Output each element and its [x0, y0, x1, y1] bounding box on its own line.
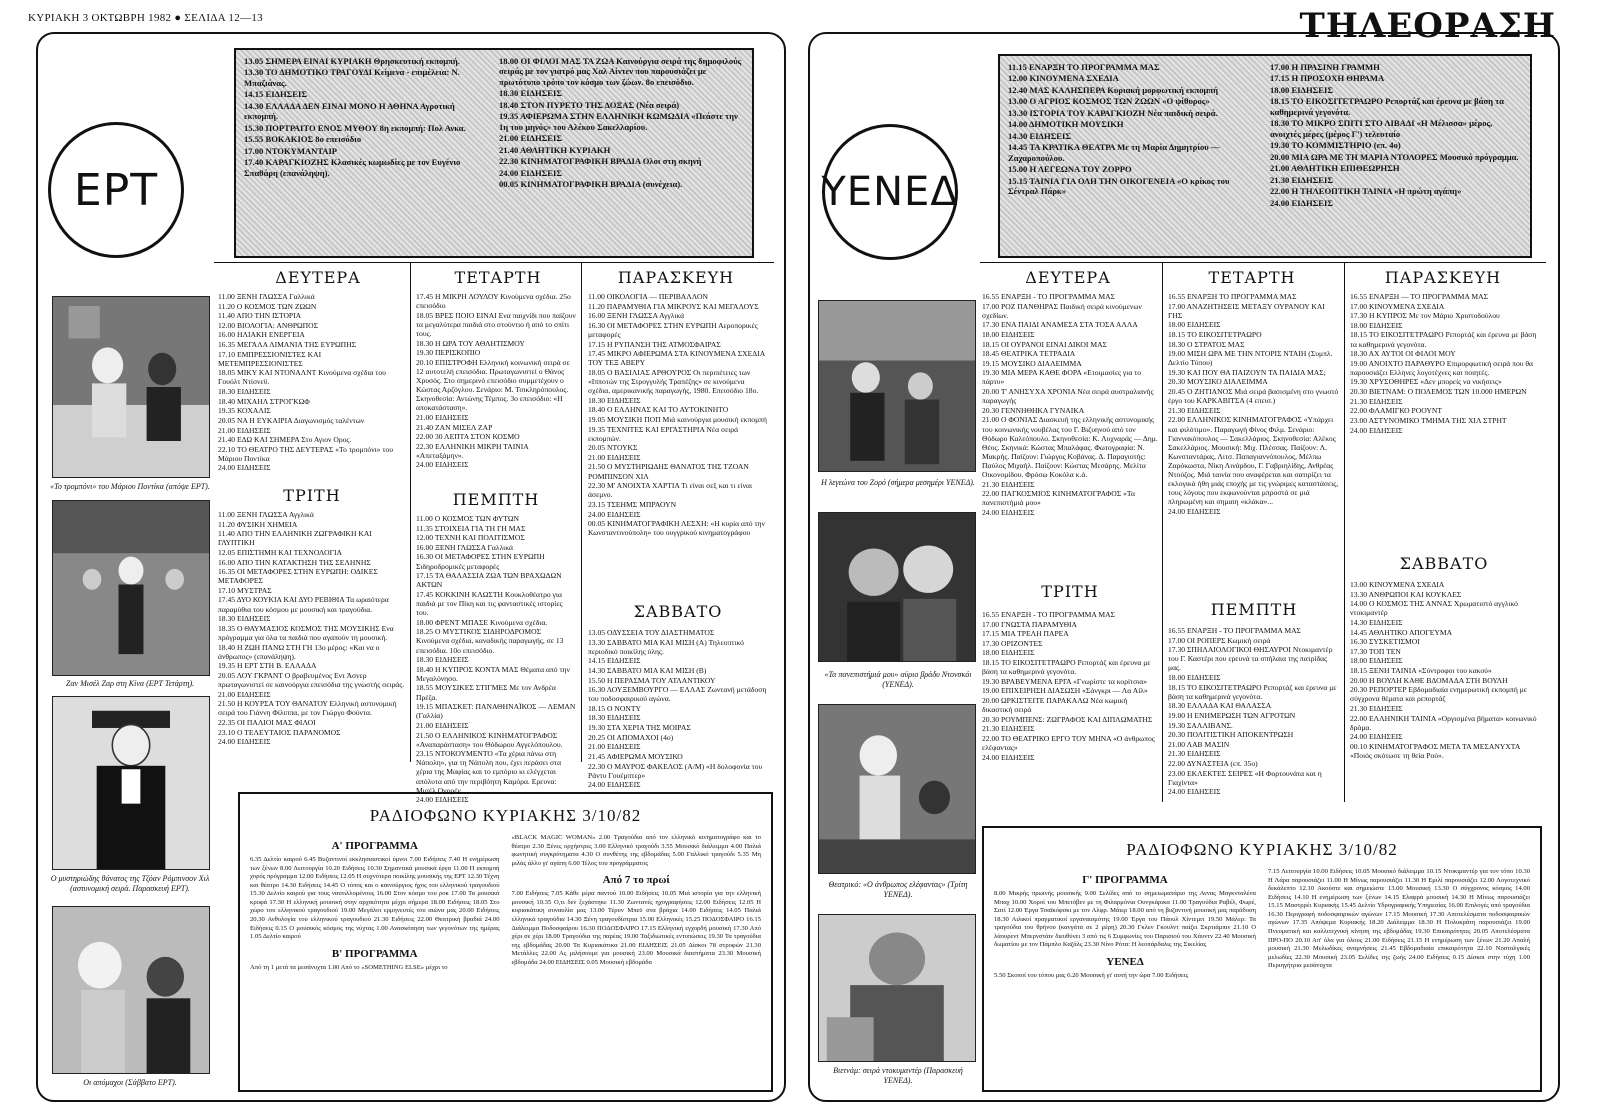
programme-item: 18.30 ΕΙΔΗΣΕΙΣ: [588, 395, 641, 405]
programme-item: 11.00 ΟΙΚΟΛΟΓΙΑ — ΠΕΡΙΒΑΛΛΟΝ: [588, 292, 708, 301]
programme-item: 00.10 ΚΙΝΗΜΑΤΟΓΡΑΦΟΣ ΜΕΤΑ ΤΑ ΜΕΣΑΝΥΧΤΑ «Ποιός σκότωσε τη θεία Ρού».: [1350, 741, 1520, 760]
programme-item: 17.45 Η ΜΙΚΡΗ ΛΟΥΛΟΥ Κινούμενα σχέδια. 25ο επεισόδιο: [416, 292, 571, 311]
programme-item: 11.15 ΕΝΑΡΞΗ ΤΟ ΠΡΟΓΡΑΜΜΑ ΜΑΣ: [1008, 62, 1160, 72]
ert-sunday-col-b: [499, 56, 744, 191]
programme-item: 18.00 ΕΙΔΗΣΕΙΣ: [1270, 84, 1333, 95]
programme-item: 16.00 ΑΠΟ ΤΗΝ ΚΑΤΑΚΤΗΣΗ ΤΗΣ ΣΕΛΗΝΗΣ: [218, 557, 371, 567]
yened-caption-4: Βιετνάμ: σειρά ντοκυμαντέρ (Παρασκευή ΥΕΝΕΔ).: [833, 1066, 963, 1085]
programme-item: 14.30 ΕΙΔΗΣΕΙΣ: [1008, 130, 1071, 141]
programme-item: 18.00 ΕΙΔΗΣΕΙΣ: [1350, 656, 1403, 666]
ert-friday-list: [588, 292, 768, 582]
radio-a-text-2: «BLACK MAGIC WOMAN» 2.00 Τραγούδια από τον ελληνικό κινηματογράφο και το θέατρο 2.30 Ξένες ορχήστρες 3.00 Ελληνικό τραγούδι 3.55 Μουσικό διάλειμμα 4.00 Παλιά φωνητική συγκρότηματα 4.30 Ο συνθέτης της εβδομάδας 5.00 Γαλλικό τραγούδι 5.35 Μη μιλάς άλλο γι' αγάπη 6.00 Τέλος του προγράμματος: [511, 834, 761, 867]
programme-item: 17.30 ΣΠΗΛΑΙΟΛΟΓΙΚΟΙ ΘΗΣΑΥΡΟΙ Ντοκιμαντέρ του Γ. Καστέρι που ερευνά τα σπήλαια της πατρίδας μας.: [1168, 645, 1333, 673]
programme-item: 00.05 ΚΙΝΗΜΑΤΟΓΡΑΦΙΚΗ ΛΕΣΧΗ: «Η κυρία από την Κωνσταντινούπολη» του ουγγρικού κινηματογράφου: [588, 519, 765, 538]
programme-item: 12.05 ΕΠΙΣΤΗΜΗ ΚΑΙ ΤΕΧΝΟΛΟΓΙΑ: [218, 547, 343, 557]
radio-a-text: 6.35 Δελτίο καιρού 6.45 Βυζαντινοί εκκλησιαστικοί ύμνοι 7.00 Ειδήσεις 7.40 Η ενημέρωση των ξένων 8.00 Λειτουργία 10.20 Ειδήσεις 10.30 Σημαντικά μουσικά έργα 11.00 Η εκπομπή χορός πρόγραμμα 12.00 Ειδήσεις 12.05 Η συχνότερα ποικίλης μουσικής της ΕΡΤ 12.30 Τέχνη και θέατρο 14.30 Ειδήσεις 14.45 Ο τόπος και ο καινούργιος ήχος του ελληνικού τραγουδιού 15.30 Δελτίο καιρού για τους ναυτιλλομένους 16.00 Στον κόσμο του ροκ 17.00 Τα μουσικά κρυφά 17.30 Η ελληνική μουσική στην αρχαιότητα μέχρι σήμερα 18.00 Ειδήσεις 18.05 Στο χώρο του ελληνικού τραγουδιού 19.00 Μεγάλοι ερμηνευτές του αιώνα μας 20.00 Ειδήσεις 20.30 Ανθολογία του ελληνικού τραγουδιού 21.30 Ειδήσεις 22.00 Θεατρική βραδιά 24.00 Ειδήσεις 0.15 Ο μουσικός κόσμος της νύχτας 1.00 Ανασκόπηση των γεγονότων της ημέρας 1.05 Δελτίο καιρού: [250, 856, 500, 941]
programme-item: 16.55 ΕΝΑΡΞΗ - ΤΟ ΠΡΟΓΡΑΜΜΑ ΜΑΣ: [1168, 626, 1301, 635]
ert-photo-trombone: [52, 296, 210, 478]
programme-item: 14.45 ΑΘΛΗΤΙΚΟ ΑΠΟΓΕΥΜΑ: [1350, 627, 1453, 637]
programme-item: 14.30 ΣΑΒΒΑΤΟ ΜΙΑ ΚΑΙ ΜΙΣΗ (Β): [588, 665, 707, 675]
programme-item: 13.30 ΙΣΤΟΡΙΑ ΤΟΥ ΚΑΡΑΓΚΙΟΖΗ Νέα παιδική σειρά.: [1008, 107, 1218, 118]
radio-b-title: Β' ΠΡΟΓΡΑΜΜΑ: [331, 947, 418, 960]
programme-item: 12.00 ΒΙΟΛΟΓΙΑ: ΑΝΘΡΩΠΟΣ: [218, 320, 319, 330]
programme-item: 19.30 ΤΟ ΚΟΜΜΙΣΤΗΡΙΟ (επ. 4ο): [1270, 140, 1401, 151]
programme-item: 21.45 ΑΦΙΕΡΩΜΑ ΜΟΥΣΙΚΟ: [588, 751, 683, 761]
ert-rule: [214, 262, 774, 263]
programme-item: 18.15 ΤΟ ΕΙΚΟΣΙΤΕΤΡΑΩΡΟ Ρεπορτάζ και έρευνα με βάση τα καθημερινά γεγονότα.: [1270, 96, 1504, 117]
programme-item: 21.00 ΕΙΔΗΣΕΙΣ: [416, 720, 469, 730]
programme-item: 14.45 ΤΑ ΚΡΑΤΙΚΑ ΘΕΑΤΡΑ Με τη Μαρία Δημητρίου — Ζαχαροπούλου.: [1008, 142, 1220, 163]
yened-page: [808, 32, 1560, 1102]
programme-item: 13.30 ΤΟ ΔΗΜΟΤΙΚΟ ΤΡΑΓΟΥΔΙ Κείμενα - επιμέλεια: Ν. Μπαζιάνας.: [244, 67, 460, 88]
programme-item: 14.30 ΕΙΔΗΣΕΙΣ: [1350, 617, 1403, 627]
yened-wednesday-list: [1168, 292, 1340, 592]
programme-item: 18.05 Ο ΒΑΣΙΛΙΑΣ ΑΡΘΟΥΡΟΣ Οι περιπέτειες των «Ιπποτών της Στρογγυλής Τραπέζης» σε κινούμενα σχέδια, αμερικανικής παραγωγής, 1980. Επεισόδιο 18ο.: [588, 367, 759, 396]
programme-item: 18.40 Η ΖΩΗ ΠΑΝΩ ΣΤΗ ΓΗ 13ο μέρος: «Και να ο άνθρωπος» (επανάληψη).: [218, 642, 380, 661]
programme-item: 17.00 ΓΝΩΣΤΑ ΠΑΡΑΜΥΘΙΑ: [982, 619, 1077, 629]
programme-item: 18.30 ΕΛΛΑΔΑ ΚΑΙ ΘΑΛΑΣΣΑ: [1168, 701, 1272, 711]
programme-item: 21.50 Ο ΜΥΣΤΗΡΙΩΔΗΣ ΘΑΝΑΤΟΣ ΤΗΣ ΤΖΟΑΝ ΡΟΜΠΙΝΣΟΝ ΧΙΛ: [588, 462, 749, 481]
programme-item: 12.00 ΤΕΧΝΗ ΚΑΙ ΠΟΛΙΤΙΣΜΟΣ: [416, 533, 525, 543]
programme-item: 17.15 ΤΑ ΘΑΛΑΣΣΙΑ ΖΩΑ ΤΩΝ ΒΡΑΧΩΔΩΝ ΑΚΤΩΝ: [416, 571, 562, 590]
programme-item: 14.30 ΕΛΛΑΔΑ ΔΕΝ ΕΙΝΑΙ ΜΟΝΟ Η ΑΘΗΝΑ Αγροτική εκπομπή.: [244, 100, 455, 122]
programme-item: 16.55 ΕΝΑΡΞΗ — ΤΟ ΠΡΟΓΡΑΜΜΑ ΜΑΣ: [1350, 292, 1489, 301]
programme-item: 12.00 ΚΙΝΟΥΜΕΝΑ ΣΧΕΔΙΑ: [1008, 73, 1119, 84]
programme-item: 21.30 ΕΙΔΗΣΕΙΣ: [1168, 749, 1221, 759]
programme-item: 18.15 ΞΕΝΗ ΤΑΙΝΙΑ «Σύντροφοι του κακού»: [1350, 665, 1492, 675]
programme-item: 24.00 ΕΙΔΗΣΕΙΣ: [1350, 732, 1403, 742]
programme-item: 20.30 ΡΟΥΜΠΕΝΣ: ΖΩΓΡΑΦΟΣ ΚΑΙ ΔΙΠΛΩΜΑΤΗΣ: [982, 714, 1153, 724]
programme-item: 18.55 ΜΟΥΣΙΚΕΣ ΣΤΙΓΜΕΣ Με τον Ανδρέα Πρέζα.: [416, 683, 556, 702]
programme-item: 11.00 ΞΕΝΗ ΓΛΩΣΣΑ Αγγλικά: [218, 510, 314, 519]
programme-item: 19.30 ΚΑΙ ΠΟΥ ΘΑ ΠΑΙΖΟΥΝ ΤΑ ΠΑΙΔΙΑ ΜΑΣ;: [1168, 367, 1326, 377]
programme-item: 20.00 ΜΙΑ ΩΡΑ ΜΕ ΤΗ ΜΑΡΙΑ ΝΤΟΛΟΡΕΣ Μουσικό πρόγραμμα.: [1270, 151, 1519, 162]
ert-day-tuesday: ΤΡΙΤΗ: [283, 486, 341, 505]
programme-item: 24.00 ΕΙΔΗΣΕΙΣ: [218, 463, 271, 473]
programme-item: 15.00 Η ΛΕΓΕΩΝΑ ΤΟΥ ΖΟΡΡΟ: [1008, 164, 1132, 175]
programme-item: 22.30 Ο ΜΑΥΡΟΣ ΦΑΚΕΛΟΣ (Α/Μ) «Η δολοφονία του Ράντυ Γουέμπτερ»: [588, 761, 763, 780]
programme-item: 13.00 Ο ΑΓΡΙΟΣ ΚΟΣΜΟΣ ΤΩΝ ΖΩΩΝ «Ο ψίθυρος»: [1008, 96, 1210, 107]
ert-day-saturday: ΣΑΒΒΑΤΟ: [633, 602, 723, 621]
programme-item: 18.40 Η ΚΥΠΡΟΣ ΚΟΝΤΑ ΜΑΣ Θέματα από την Μεγαλόνησο.: [416, 664, 570, 683]
programme-item: 11.40 ΑΠΟ ΤΗΝ ΕΛΛΗΝΙΚΗ ΖΩΓΡΑΦΙΚΗ ΚΑΙ ΓΛΥΠΤΙΚΗ: [218, 529, 372, 548]
programme-item: 18.40 ΣΤΟΝ ΠΥΡΕΤΟ ΤΗΣ ΔΟΞΑΣ (Νέα σειρά): [499, 99, 680, 110]
programme-item: 17.45 ΜΙΚΡΟ ΑΦΙΕΡΩΜΑ ΣΤΑ ΚΙΝΟΥΜΕΝΑ ΣΧΕΔΙΑ ΤΟΥ ΤΕΞ ΑΒΕΡΥ: [588, 349, 765, 368]
programme-item: 16.00 ΞΕΝΗ ΓΛΩΣΣΑ Γαλλικά: [416, 542, 513, 552]
programme-item: 15.50 Η ΠΕΡΑΣΜΑ ΤΟΥ ΑΤΛΑΝΤΙΚΟΥ: [588, 675, 716, 685]
programme-item: 21.00 ΕΙΔΗΣΕΙΣ: [588, 742, 641, 752]
yened-sunday-col-a: [1008, 62, 1260, 209]
programme-item: 22.00 ΕΛΛΗΝΙΚΟΣ ΚΙΝΗΜΑΤΟΓΡΑΦΟΣ «Υπάρχει και φιλότιμο». Παραγωγή Φίνος Φιλμ. Σενάριο: Γιαννακόπουλος — Σακελλάριος. Σκηνοθεσία: Αλέκος Σακελλάριος. Μουσική: Μιχ. Πλέσσας. Παίζουν: Λ. Κωνσταντάρας, Λιτσ. Παπαγιαννόπουλος, Μέλπω Ζαρόκωστα, Νίκη Λινάρδου, Γ. Γαβριηλίδης, Ανθρέας Ντούζος. Μιά ταινία που αναφέρεται και σατιρίζει τα εκλογικά ήθη μιάς εποχής με τις γνώριμες καταστάσεις, τους λόγους που εκφωνούνται μπροστά σε μιά πληρωμένη και σημαιη «κλάκα»...: [1168, 415, 1339, 507]
programme-item: 22.35 ΟΙ ΠΑΛΙΟΙ ΜΑΣ ΦΙΛΟΙ: [218, 717, 316, 727]
yened-day-tuesday: ΤΡΙΤΗ: [1041, 582, 1099, 601]
programme-item: 18.15 ΤΟ ΕΙΚΟΣΙΤΕΤΡΑΩΡΟ: [1168, 329, 1262, 339]
ert-monday-list: [218, 292, 406, 478]
programme-item: 19.05 ΜΟΥΣΙΚΗ ΠΟΠ Μιά καινούργια μουσική εκπομπή: [588, 414, 767, 424]
ert-day-wednesday: ΤΕΤΑΡΤΗ: [454, 268, 542, 287]
ert-saturday-list: [588, 628, 768, 788]
programme-item: 22.30 ΚΙΝΗΜΑΤΟΓΡΑΦΙΚΗ ΒΡΑΔΙΑ Ολοι στη σκηνή: [499, 156, 702, 167]
radio-box-right: [982, 826, 1542, 1092]
programme-item: 15.55 ΒΟΚΑΚΙΟΣ 8ο επεισόδιο: [244, 134, 362, 145]
yened-day-monday: ΔΕΥΤΕΡΑ: [1025, 268, 1111, 287]
programme-item: 24.00 ΕΙΔΗΣΕΙΣ: [1168, 507, 1221, 517]
radio-from7-title: Από 7 το πρωί: [602, 874, 670, 887]
ert-divider-2: [581, 262, 582, 762]
programme-item: 20.45 Ο ΖΗΤΙΑΝΟΣ Μιά σειρά βασισμένη στο γνωστό έργο του ΚΑΡΚΑΒΙΤΣΑ (4 επεισ.): [1168, 387, 1339, 406]
programme-item: 21.30 ΕΙΔΗΣΕΙΣ: [1270, 174, 1333, 185]
programme-item: 16.55 ΕΝΑΡΞΗ ΤΟ ΠΡΟΓΡΑΜΜΑ ΜΑΣ: [1168, 292, 1297, 301]
programme-item: 22.00 ΕΛΛΗΝΙΚΗ ΤΑΙΝΙΑ «Οργισμένα βήματα» κοινωνικό δράμα.: [1350, 713, 1537, 732]
programme-item: 16.00 ΞΕΝΗ ΓΛΩΣΣΑ Αγγλικά: [588, 311, 685, 321]
programme-item: 22.00 Η ΤΗΛΕΟΠΤΙΚΗ ΤΑΙΝΙΑ «Η πρώτη αγάπη»: [1270, 186, 1462, 197]
programme-item: 16.30 ΟΙ ΜΕΤΑΦΟΡΕΣ ΣΤΗΝ ΕΥΡΩΠΗ Αεροπορικές μεταφορές: [588, 320, 758, 339]
programme-item: 21.00 ΑΘΛΗΤΙΚΗ ΕΠΙΘΕΩΡΗΣΗ: [1270, 163, 1400, 174]
programme-item: 21.00 ΕΙΔΗΣΕΙΣ: [416, 412, 469, 422]
programme-item: 18.15 ΟΙ ΟΥΡΑΝΟΙ ΕΙΝΑΙ ΔΙΚΟΙ ΜΑΣ: [982, 339, 1107, 349]
programme-item: 17.15 Η ΠΡΟΣΟΧΗ ΘΗΡΑΜΑ: [1270, 73, 1385, 84]
programme-item: 18.00 ΕΙΔΗΣΕΙΣ: [982, 329, 1035, 339]
programme-item: 18.40 ΜΙΧΑΗΛ ΣΤΡΟΓΚΩΦ: [218, 396, 310, 406]
programme-item: 18.00 ΟΙ ΦΙΛΟΙ ΜΑΣ ΤΑ ΖΩΑ Καινούργια σειρά της δημοφιλούς σειράς με τον γιατρό μας Χαλ Αίντεν που παρουσιάζει με πρωτότυπο τρόπο τον κόσμο των ζώων. 8ο επεισόδιο.: [499, 56, 742, 87]
programme-item: 20.30 ΡΕΠΟΡΤΕΡ Εβδομαδιαία ενημερωτική εκπομπή με σύγχρονα θέματα και ρεπορτάζ: [1350, 685, 1527, 704]
programme-item: 17.00 ΝΤΟΚΥΜΑΝΤΑΙΡ: [244, 145, 338, 156]
programme-item: 24.00 ΕΙΔΗΣΕΙΣ: [982, 508, 1035, 518]
programme-item: 21.30 ΕΙΔΗΣΕΙΣ: [982, 724, 1035, 734]
programme-item: 20.30 ΓΕΝΝΗΘΗΚΑ ΓΥΝΑΙΚΑ: [982, 405, 1085, 415]
programme-item: 12.40 ΜΑΣ ΚΑΛΗΣΠΕΡΑ Κυριακή μορφωτική εκπομπή: [1008, 84, 1218, 95]
programme-item: 22.10 ΤΟ ΘΕΑΤΡΟ ΤΗΣ ΔΕΥΤΕΡΑΣ «Το τρομπόνι» του Μάριου Ποντίκα: [218, 444, 393, 463]
programme-item: 17.00 ΡΟΖ ΠΑΝΘΗΡΑΣ Παιδική σειρά κινούμενων σχεδίων.: [982, 301, 1142, 320]
programme-item: 15.30 ΠΟΡΤΡΑΙΤΟ ΕΝΟΣ ΜΥΘΟΥ 8η εκπομπή: Πολ Ανκα.: [244, 122, 466, 133]
programme-item: 24.00 ΕΙΔΗΣΕΙΣ: [416, 460, 469, 470]
programme-item: 16.55 ΕΝΑΡΞΗ - ΤΟ ΠΡΟΓΡΑΜΜΑ ΜΑΣ: [982, 610, 1115, 619]
programme-item: 18.00 ΕΙΔΗΣΕΙΣ: [982, 648, 1035, 658]
yened-sunday-box: [998, 54, 1532, 258]
programme-item: 18.35 Ο ΘΑΥΜΑΣΙΟΣ ΚΟΣΜΟΣ ΤΗΣ ΜΟΥΣΙΚΗΣ Ενα πρόγραμμα για όλα τα παιδιά που αγαπούν τη μουσική.: [218, 623, 394, 642]
ert-wednesday-list: [416, 292, 576, 484]
programme-item: 21.30 ΕΙΔΗΣΕΙΣ: [1168, 405, 1221, 415]
programme-item: 21.40 ΑΘΛΗΤΙΚΗ ΚΥΡΙΑΚΗ: [499, 144, 611, 155]
programme-item: 20.30 ΒΙΕΤΝΑΜ: Ο ΠΟΛΕΜΟΣ ΤΩΝ 10.000 ΗΜΕΡΩΝ: [1350, 387, 1527, 397]
ert-tuesday-list: [218, 510, 406, 766]
radio-yened-title: ΥΕΝΕΔ: [1106, 955, 1144, 968]
programme-item: 18.00 ΕΙΔΗΣΕΙΣ: [1168, 320, 1221, 330]
radio-box-left: [238, 792, 773, 1092]
radio-yened-text: 5.50 Σκοποί του τόπου μας 6.20 Μουσική γι' αυτή την ώρα 7.00 Ειδήσεις: [994, 971, 1189, 979]
yened-friday-list: [1350, 292, 1538, 550]
programme-item: 17.00 ΟΙ ΡΟΠΕΡΣ Κωμική σειρά: [1168, 635, 1271, 645]
radio-c-text: 8.00 Μικρής πρωινής μουσικής 9.00 Σελίδες από το σημειωματάριο της Αννας Μαγκνταλένα Μπαχ 10.00 Χοροί του Μπετόβεν με τη Φιλαρμόνια Ουνγκάρικα 11.00 Τραγούδια Ραβέλ, Φωρέ, Σατί 12.00 Έργα Τσαϊκόφσκι με τον Αλφρ. Μάιερ 18.00 από τη βυζαντινή μουσική μας παράδοση 18.30 Αιλικοί πραγματικοί εργαναισμότης 19.00 Έργα του Πάουλ Χίντεμιτ 19.50 Μάλερ: Τα τραγούδια του θρήνου (κανγάτα σε 2 μέρη) 20.30 Γκλεν Γκουλντ παίζει Σκρτιάμπιν 21.10 Ο λάουρεντ Μπερνστάιν διευθύνει 3 από τις 6 Συμφωνίες του Παρισιού του Χάυντν 22.40 Μουσική δωματίου με τον Πάμπλο Καζάλς 23.30 Νίνο Ρότα: Η λεοπάρδαλις της Σικελίας: [994, 890, 1256, 949]
programme-item: 11.35 ΣΤΟΙΧΕΙΑ ΓΙΑ ΤΗ ΓΗ ΜΑΣ: [416, 523, 526, 533]
programme-item: 21.30 ΕΙΔΗΣΕΙΣ: [1350, 703, 1403, 713]
programme-item: 16.30 ΛΟΥΞΕΜΒΟΥΡΓΟ — ΕΛΛΑΣ Ζωντανή μετάδοση του ποδοσφαιρικού αγώνα.: [588, 685, 767, 704]
yened-divider-2: [1344, 262, 1345, 802]
programme-item: 19.30 ΜΙΑ ΜΕΡΑ ΚΑΘΕ ΦΟΡΑ «Ετοιμασίες για το πάρτυ»: [982, 368, 1142, 387]
programme-item: 11.20 Ο ΚΟΣΜΟΣ ΤΩΝ ΖΩΩΝ: [218, 301, 317, 311]
programme-item: 19.30 ΒΡΑΒΕΥΜΕΝΑ ΕΡΓΑ «Γνωρίστε τα κορίτσια»: [982, 676, 1147, 686]
programme-item: 18.15 ΤΟ ΕΙΚΟΣΙΤΕΤΡΑΩΡΟ Ρεπορτάζ και έρευνα με βάση τα καθημερινά γεγονότα.: [1168, 682, 1337, 701]
programme-item: 23.10 Ο ΤΕΛΕΥΤΑΙΟΣ ΠΑΡΑΝΟΜΟΣ: [218, 727, 341, 737]
programme-item: 21.00 ΛΑΒ ΜΑΣΙΝ: [1168, 739, 1230, 749]
programme-item: 21.00 ΕΙΔΗΣΕΙΣ: [218, 425, 271, 435]
ert-caption-2: Ζαν Μισέλ Ζαρ στη Κίνα (ΕΡΤ Τετάρτη).: [65, 679, 195, 688]
programme-item: 17.10 ΜΥΣΤΡΑΣ: [218, 585, 272, 595]
programme-item: 23.00 ΕΚΛΕΚΤΕΣ ΣΕΙΡΕΣ «Η Φορτουνάτα και η Γιαχίντα»: [1168, 768, 1322, 787]
programme-item: 21.40 ΖΑΝ ΜΙΣΕΛ ΖΑΡ: [416, 422, 493, 432]
ert-day-friday: ΠΑΡΑΣΚΕΥΗ: [617, 268, 735, 287]
programme-item: 23.15 ΤΣΕΗΜΣ ΜΠΡΑΟΥΝ: [588, 499, 677, 509]
ert-photo-jarre: [52, 500, 210, 676]
programme-item: 18.30 ΕΙΔΗΣΕΙΣ: [499, 88, 562, 99]
programme-item: 18.15 ΤΟ ΕΙΚΟΣΙΤΕΤΡΑΩΡΟ Ρεπορτάζ και έρευνα με βάση τα καθημερινά γεγονότα.: [1350, 330, 1537, 349]
programme-item: 21.00 ΕΙΔΗΣΕΙΣ: [218, 689, 271, 699]
yened-caption-3: Θεατρικό: «Ο άνθρωπος ελέφαντας» (Τρίτη ΥΕΝΕΔ).: [828, 880, 968, 899]
radio-title: ΡΑΔΙΟΦΩΝΟ ΚΥΡΙΑΚΗΣ 3/10/82: [369, 806, 642, 825]
yened-day-thursday: ΠΕΜΠΤΗ: [1210, 600, 1298, 619]
programme-item: 21.00 ΕΙΔΗΣΕΙΣ: [588, 452, 641, 462]
programme-item: 18.00 ΕΙΔΗΣΕΙΣ: [1350, 320, 1403, 330]
ert-caption-4: Οι απόμαχοι (Σάββατο ΕΡΤ).: [83, 1078, 177, 1087]
ert-divider-1: [410, 262, 411, 762]
ert-thursday-list: [416, 514, 576, 805]
programme-item: 17.30 ΤΟΠ ΤΕΝ: [1350, 646, 1401, 656]
programme-item: 23.15 ΝΤΟΚΟΥΜΕΝΤΟ «Τα χέρια πάνω στη Νάπολη», για τη Νάπολη που, έχει περάσει στα χέρια της Μαφίας και το εμπόριο κι ελέγχεται απόλυτα από την περιβόητη Καμόρα. Ερευνα: Μισέλ Ονορέν.: [416, 749, 562, 795]
programme-item: 21.50 Ο ΕΛΛΗΝΙΚΟΣ ΚΙΝΗΜΑΤΟΓΡΑΦΟΣ «Αναπαράσταση» του Θόδωρου Αγγελόπουλου.: [416, 730, 563, 749]
programme-item: 17.30 ΕΝΑ ΠΑΙΔΙ ΑΝΑΜΕΣΑ ΣΤΑ ΤΟΣΑ ΑΛΛΑ: [982, 320, 1138, 330]
programme-item: 16.55 ΕΝΑΡΞΗ - ΤΟ ΠΡΟΓΡΑΜΜΑ ΜΑΣ: [982, 292, 1115, 301]
programme-item: 20.00 Τ' ΑΝΗΣΥΧΑ ΧΡΟΝΙΑ Νέα σειρά αυστραλιανής παραγωγής: [982, 387, 1154, 406]
programme-item: 18.15 ΤΟ ΕΙΚΟΣΙΤΕΤΡΑΩΡΟ Ρεπορτάζ και έρευνα με βάση τα καθημερινά γεγονότα.: [982, 658, 1151, 677]
programme-item: 24.00 ΕΙΔΗΣΕΙΣ: [1270, 197, 1333, 208]
programme-item: 19.00 ΑΝΟΙΧΤΟ ΠΑΡΑΘΥΡΟ Επιμορφωτική σειρά που θα παρουσιάζει Ελληνες λογοτέχνες και ποιητές.: [1350, 358, 1534, 377]
header-title: ΤΗΛΕΟΡΑΣΗ: [1299, 6, 1556, 46]
ert-day-thursday: ΠΕΜΠΤΗ: [452, 490, 540, 509]
yened-photo-zorro: [818, 300, 976, 472]
programme-item: 19.35 ΑΦΙΕΡΩΜΑ ΣΤΗΝ ΕΛΛΗΝΙΚΗ ΚΩΜΩΔΙΑ «Πεάστε την 1η του μηνός» του Αλέκου Σακελλαρίου.: [499, 111, 738, 132]
ert-sunday-col-a: [244, 56, 489, 191]
programme-item: 13.05 ΣΗΜΕΡΑ ΕΙΝΑΙ ΚΥΡΙΑΚΗ Θρησκευτική εκπομπή.: [244, 56, 460, 66]
programme-item: 18.30 Η ΩΡΑ ΤΟΥ ΑΘΛΗΤΙΣΜΟΥ: [416, 338, 525, 348]
programme-item: 18.30 Ο ΣΤΡΑΤΟΣ ΜΑΣ: [1168, 339, 1245, 349]
programme-item: 21.30 ΕΙΔΗΣΕΙΣ: [1350, 396, 1403, 406]
programme-item: 18.30 ΕΙΔΗΣΕΙΣ: [416, 655, 469, 665]
radio-b-text: Από τη 1 μετά τα μεσάνυχτα 1.00 Από το «SOMETHING ELSE» μέχρι το: [250, 963, 448, 971]
programme-item: 24.00 ΕΙΔΗΣΕΙΣ: [588, 780, 641, 790]
ert-caption-3: Ο μυστηριώδης θάνατος της Τζόαν Ρόμπινσον Χιλ (αστυνομική σειρά. Παρασκευή ΕΡΤ).: [50, 874, 210, 893]
programme-item: 20.05 ΛΟΥ ΓΚΡΑΝΤ Ο βραβευμένος Εντ Άσνερ πρωταγωνιστεί σε καινούργια επεισόδια της γνωστής σειράς.: [218, 670, 405, 689]
programme-item: 17.15 Η ΡΥΠΑΝΣΗ ΤΗΣ ΑΤΜΟΣΦΑΙΡΑΣ: [588, 339, 721, 349]
programme-item: 22.00 ΦΛΑΜΙΓΚΟ ΡΟΟΥΝΤ: [1350, 406, 1442, 416]
programme-item: 18.30 ΕΙΔΗΣΕΙΣ: [588, 713, 641, 723]
yened-day-friday: ΠΑΡΑΣΚΕΥΗ: [1384, 268, 1502, 287]
programme-item: 19.00 ΜΙΣΗ ΩΡΑ ΜΕ ΤΗΝ ΝΤΟΡΙΣ ΝΤΑΙΗ (Συμπλ. Δελτίο Τύπου): [1168, 349, 1333, 368]
programme-item: 19.30 ΣΤΑ ΧΕΡΙΑ ΤΗΣ ΜΟΙΡΑΣ: [588, 723, 691, 733]
programme-item: 13.30 ΣΑΒΒΑΤΟ ΜΙΑ ΚΑΙ ΜΙΣΗ (Α) Τηλεοπτικό περιοδικό ποικίλης ύλης.: [588, 637, 744, 656]
programme-item: 16.35 ΜΕΓΑΛΑ ΛΙΜΑΝΙΑ ΤΗΣ ΕΥΡΩΠΗΣ: [218, 340, 357, 350]
programme-item: 16.30 ΟΙ ΜΕΤΑΦΟΡΕΣ ΣΤΗΝ ΕΥΡΩΠΗ Σιδηροδρομικές μεταφορές: [416, 552, 545, 571]
programme-item: 13.00 ΚΙΝΟΥΜΕΝΑ ΣΧΕΔΙΑ: [1350, 580, 1445, 589]
programme-item: 21.40 ΕΔΩ ΚΑΙ ΣΗΜΕΡΑ Στο Αγιον Ορος.: [218, 435, 352, 445]
programme-item: 13.05 ΟΔΥΣΣΕΙΑ ΤΟΥ ΔΙΑΣΤΗΜΑΤΟΣ: [588, 628, 715, 637]
programme-item: 19.30 ΠΕΡΙΣΚΟΠΙΟ: [416, 348, 481, 358]
ert-caption-1: «Το τρομπόνι» του Μάριου Ποντίκα (απόψε ΕΡΤ).: [50, 482, 210, 491]
yened-tuesday-list: [982, 610, 1158, 802]
programme-item: 11.00 ΞΕΝΗ ΓΛΩΣΣΑ Γαλλικά: [218, 292, 315, 301]
programme-item: 17.10 ΕΜΠΡΕΣΣΙΟΝΙΣΤΕΣ ΚΑΙ ΜΕΤΕΜΠΡΕΣΣΙΟΝΙΣΤΕΣ: [218, 349, 322, 368]
yened-sunday-col-b: [1270, 62, 1522, 209]
programme-item: 24.00 ΕΙΔΗΣΕΙΣ: [982, 752, 1035, 762]
radio2-title: ΡΑΔΙΟΦΩΝΟ ΚΥΡΙΑΚΗΣ 3/10/82: [1126, 840, 1398, 859]
yened-caption-2: «Τα πανεπιστήμιά μου» αύριο βράδυ Ντονσκόι (ΥΕΝΕΔ).: [824, 670, 972, 689]
programme-item: 18.30 ΑΧ ΑΥΤΟΙ ΟΙ ΦΙΛΟΙ ΜΟΥ: [1350, 349, 1456, 359]
yened-thursday-list: [1168, 626, 1340, 802]
programme-item: 17.40 ΚΑΡΑΓΚΙΟΖΗΣ Κλασικές κωμωδίες με τον Ευγένιο Σπαθάρη (επανάληψη).: [244, 157, 461, 178]
programme-item: 14.00 ΔΗΜΟΤΙΚΗ ΜΟΥΣΙΚΗ: [1008, 119, 1124, 130]
programme-item: 17.00 ΚΙΝΟΥΜΕΝΑ ΣΧΕΔΙΑ: [1350, 301, 1445, 311]
programme-item: 20.10 ΕΠΙΣΤΡΟΦΗ Ελληνική κοινωνική σειρά σε 12 αυτοτελή επεισόδια. Πρωταγωνιστεί ο Θάνος Χρυσός. Στο σημερινό επεισόδιο συμμετέχουν ο Κώστας Αρζόγλου. Σενάριο: Μ. Τσικληρόπουλος. Σκηνοθεσία: Αντώνης Τέμπος. 3ο επεισόδιο: «Η αποκατάσταση».: [416, 357, 570, 413]
yened-rule: [980, 262, 1546, 263]
programme-item: 19.15 ΜΟΥΣΙΚΟ ΔΙΑΛΕΙΜΜΑ: [982, 358, 1082, 368]
radio-c-title: Γ' ΠΡΟΓΡΑΜΜΑ: [1082, 874, 1168, 886]
programme-item: 20.30 ΠΟΛΙΤΙΣΤΙΚΗ ΑΠΟΚΕΝΤΡΩΣΗ: [1168, 730, 1294, 740]
ert-page: [36, 32, 786, 1102]
programme-item: 23.00 ΑΣΤΥΝΟΜΙΚΟ ΤΜΗΜΑ ΤΗΣ ΧΙΛ ΣΤΡΗΤ: [1350, 415, 1507, 425]
programme-item: 18.40 Ο ΕΛΛΗΝΑΣ ΚΑΙ ΤΟ ΑΥΤΟΚΙΝΗΤΟ: [588, 405, 729, 415]
programme-item: 17.00 ΑΝΑΖΗΤΗΣΕΙΣ ΜΕΤΑΞΥ ΟΥΡΑΝΟΥ ΚΑΙ ΓΗΣ: [1168, 301, 1325, 320]
programme-item: 19.30 ΧΡΥΣΟΘΗΡΕΣ «Δεν μπορείς να νικήσεις»: [1350, 377, 1502, 387]
programme-item: 20.00 ΩΡΚΙΣΤΕΙΤΕ ΠΑΡΑΚΑΛΩ Νέα κωμική δικαστική σειρά: [982, 695, 1128, 715]
ert-logo: ΕΡΤ: [48, 122, 184, 258]
programme-item: 22.00 ΠΑΓΚΟΣΜΙΟΣ ΚΙΝΗΜΑΤΟΓΡΑΦΟΣ «Τα πανεπιστήμιά μου»: [982, 489, 1135, 508]
programme-item: 19.00 Η ΕΝΗΜΕΡΩΣΗ ΤΩΝ ΑΓΡΟΤΩΝ: [1168, 710, 1296, 720]
yened-photo-universities: [818, 512, 976, 662]
programme-item: 24.00 ΕΙΔΗΣΕΙΣ: [1350, 425, 1403, 435]
programme-item: 18.05 ΒΡΕΣ ΠΟΙΟ ΕΙΝΑΙ Ενα παιχνίδι που παίζουν τα μεγαλύτερα παιδιά στο στούντιο ή από το σπίτι τους.: [416, 310, 576, 338]
programme-item: 22.00 30 ΛΕΠΤΑ ΣΤΟΝ ΚΟΣΜΟ: [416, 432, 520, 442]
programme-item: 11.20 ΦΥΣΙΚΗ ΧΗΜΕΙΑ: [218, 519, 298, 529]
programme-item: 16.00 ΗΛΙΑΚΗ ΕΝΕΡΓΕΙΑ: [218, 330, 305, 340]
programme-item: 14.15 ΕΙΔΗΣΕΙΣ: [244, 89, 307, 100]
yened-divider-1: [1162, 262, 1163, 802]
programme-item: 13.30 ΑΝΘΡΩΠΟΙ ΚΑΙ ΚΟΥΚΛΕΣ: [1350, 589, 1462, 599]
yened-photo-vietnam: [818, 914, 976, 1062]
programme-item: 11.40 ΑΠΟ ΤΗΝ ΙΣΤΟΡΙΑ: [218, 311, 302, 321]
programme-item: 18.30 ΕΙΔΗΣΕΙΣ: [218, 387, 271, 397]
programme-item: 16.35 ΟΙ ΜΕΤΑΦΟΡΕΣ ΣΤΗΝ ΕΥΡΩΠΗ: ΟΔΙΚΕΣ ΜΕΤΑΦΟΡΕΣ: [218, 567, 378, 586]
yened-photo-elephant: [818, 704, 976, 874]
programme-item: 11.00 Ο ΚΟΣΜΟΣ ΤΩΝ ΦΥΤΩΝ: [416, 514, 519, 523]
programme-item: 19.35 Η ΕΡΤ ΣΤΗ Β. ΕΛΛΑΔΑ: [218, 661, 317, 671]
programme-item: 24.00 ΕΙΔΗΣΕΙΣ: [588, 509, 641, 519]
programme-item: 20.05 ΝΑ Η ΕΥΚΑΙΡΙΑ Διαγωνισμός ταλέντων: [218, 415, 365, 425]
programme-item: 17.45 ΚΟΚΚΙΝΗ ΚΛΩΣΤΗ Κουκλοθέατρο για παιδιά με τον Πίκη και τις φανταστικές ιστορίες του.: [416, 589, 563, 618]
programme-item: 18.45 ΘΕΑΤΡΙΚΑ ΤΕΤΡΑΔΙΑ: [982, 349, 1076, 359]
programme-item: 24.00 ΕΙΔΗΣΕΙΣ: [416, 795, 469, 805]
programme-item: 19.30 ΣΑΛΛΙΒΑΝΣ.: [1168, 720, 1233, 730]
ert-sunday-box: [234, 48, 754, 258]
radio-c-text-2: 7.15 Λειτουργία 10.00 Ειδήσεις 10.05 Μουσικό διάλειμμα 10.15 Ντοκιμαντέρ για τον τόπο 10.30 Η Λάρα παρουσιάζει 11.00 Η Μίνως παρουσιάζει 11.30 Η Εμιλί παρουσιάζει 12.00 Λογοτεχνικό δεκάλεπτο 12.10 Ακούστε και σημειώστε 13.00 Μουσική 13.30 Ο σύγχρονος κόσμος 14.00 Ειδήσεις 14.10 Η ενημέρωση των ξένων 14.15 Ελαφρά μουσική 14.30 Η Μίνως παρουσιάζει 15.15 Μαστρρέι Κυριακής 15.45 Δελτίο Υδρογραφικής Υπηρεσίας 16.00 Επιλογές από τραγούδια 16.30 Περιγραφή ποδοσφαιρικών αγώνων 17.15 Μουσική 17.30 Αποτελέσματα ποδοσφαιρικών αγώνων 17.35 Απόψεμα Κυριακής 18.20 Διάλειμμα 18.30 Η Πολυκράτη παρουσιάζει 19.00 Πνευματική και καλλιτεχνική κίνηση της εβδομάδας 19.30 Επικαιρότητες 20.05 Αποτελέσματα ΠΡΟ-ΠΟ 20.10 Απ' όλα για όλους 21.00 Ειδήσεις 21.15 Η ενημέρωση των ξένων 21.20 Απαλή μουσική 21.30 Μελωδίκες αναμνήσεις 21.45 Εβδομαδιαία επικαιρότητα 22.10 Νοσταλγικές μελωδίες 22.30 Μουσική 23.05 Σελίδες της ζωής 24.00 Ειδήσεις 0.15 Δίσκοι στην τύχη 1.00 Περιηγήτρια μεσάνυχτα: [1268, 868, 1530, 970]
programme-item: 18.30 ΤΟ ΜΙΚΡΟ ΣΠΙΤΙ ΣΤΟ ΛΙΒΑΔΙ «Η Μέλισσα» μέρος, ανοιχτές μέρες (μέρος Γ') τελευταίο: [1270, 118, 1493, 139]
programme-item: 00.05 ΚΙΝΗΜΑΤΟΓΡΑΦΙΚΗ ΒΡΑΔΙΑ (συνέχεια).: [499, 179, 683, 190]
programme-item: 22.30 Μ' ΑΝΟΙΧΤΑ ΧΑΡΤΙΑ Τι είναι σεξ και τι είναι άσεμνο.: [588, 481, 753, 500]
programme-item: 18.15 Ο ΝΟΝΤΥ: [588, 703, 641, 713]
ert-day-monday: ΔΕΥΤΕΡΑ: [275, 268, 361, 287]
programme-item: 17.30 Η ΚΥΠΡΟΣ Με τον Μάριο Χριστοδούλου: [1350, 311, 1500, 321]
programme-item: 20.00 Η ΒΟΥΛΗ ΚΑΘΕ ΒΔΟΜΑΔΑ ΣΤΗ ΒΟΥΛΗ: [1350, 675, 1508, 685]
yened-monday-list: [982, 292, 1158, 562]
programme-item: 21.00 ΕΙΔΗΣΕΙΣ: [499, 133, 562, 144]
programme-item: 24.00 ΕΙΔΗΣΕΙΣ: [499, 167, 562, 178]
programme-item: 24.00 ΕΙΔΗΣΕΙΣ: [218, 737, 271, 747]
programme-item: 22.00 ΤΟ ΘΕΑΤΡΙΚΟ ΕΡΓΟ ΤΟΥ ΜΗΝΑ «Ο άνθρωπος ελέφαντας»: [982, 733, 1155, 753]
programme-item: 19.00 ΕΠΙΧΕΙΡΗΣΗ ΔΙΑΣΩΣΗ «Σάνγκρι — Λα Αίλ»: [982, 686, 1148, 696]
programme-item: 19.15 ΜΠΑΣΚΕΤ: ΠΑΝΑΘΗΝΑΪΚΟΣ — ΛΕΜΑΝ (Γαλλία): [416, 702, 576, 721]
programme-item: 18.00 ΦΡΕΝΤ ΜΠΑΣΕ Κινούμενα σχέδια.: [416, 617, 548, 627]
programme-item: 24.00 ΕΙΔΗΣΕΙΣ: [1168, 787, 1221, 797]
programme-item: 19.35 ΤΕΧΝΙΤΕΣ ΚΑΙ ΕΡΓΑΣΤΗΡΙΑ Νέα σειρά εκπομπών.: [588, 424, 739, 443]
yened-caption-1: Η λεγεώνα του Ζορό (σήμερα μεσημέρι ΥΕΝΕΔ).: [821, 478, 975, 487]
header-left: ΚΥΡΙΑΚΗ 3 ΟΚΤΩΒΡΗ 1982 ● ΣΕΛΙΔΑ 12—13: [28, 12, 263, 24]
programme-item: 11.20 ΠΑΡΑΜΥΘΙΑ ΓΙΑ ΜΙΚΡΟΥΣ ΚΑΙ ΜΕΓΑΛΟΥΣ: [588, 301, 759, 311]
programme-item: 20.25 ΟΙ ΑΠΟΜΑΧΟΙ (4ο): [588, 732, 674, 742]
yened-saturday-list: [1350, 580, 1538, 800]
programme-item: 22.00 ΔΥΝΑΣΤΕΙΑ (επ. 35ο): [1168, 759, 1258, 769]
programme-item: 18.00 ΕΙΔΗΣΕΙΣ: [1168, 673, 1221, 683]
radio-from7-text: 7.00 Ειδήσεις 7.05 Κάθε μέρα παντού 10.00 Ειδήσεις 10.05 Μιά ιστορία για την ελληνική μουσική 10.35 Ο,τι δεν ξεχάστηκε 11.30 Ζωντανές ηχογραφήσεις 12.00 Ειδήσεις 12.05 Η κυριακάτικη συναυλία μας 13.00 Τέρυν Μπεϋ στα βράχια 14.00 Ειδήσεις 14.05 Παλιά ελληνικά τραγούδια 14.30 Ξένη τραγουδίστρια 15.00 Ελληνικές 15.25 ΠΟΔΟΣΦΑΙΡΟ 16.15 Διάλειμμα Ποδοσφαίρου 16.30 ΠΟΔΟΣΦΑΙΡΟ 17.15 Ελληνική εγχορδή μουσική 17.30 Από χέρι σε χέρι 18.00 Τραγούδια της παρέας 19.00 Ταξιδιωτικές εντυπώσεις 19.30 Τα τραγούδια της εβδομάδας 20.00 Τα Κυριακάτικα 21.00 ΕΙΔΗΣΕΙΣ 21.05 Δίσκοι 78 στροφών 21.30 Μετάλλες 22.00 Ας μιλήσουμε για μουσική 23.00 Μουσικά διαστήματα 23.30 Μουσική εβδομάδα 24.00 ΕΙΔΗΣΕΙΣ 0.05 Μουσική εβδομάδα: [511, 890, 761, 966]
programme-item: 14.00 Ο ΚΟΣΜΟΣ ΤΗΣ ΑΝΝΑΣ Χρωματιστό αγγλικό ντοκιμαντέρ: [1350, 599, 1518, 618]
programme-item: 18.25 Ο ΜΥΣΤΙΚΟΣ ΣΙΔΗΡΟΔΡΟΜΟΣ Κινούμενα σχέδια, καναδικής παραγωγής, σε 13 επεισόδια. 10ο επεισόδιο.: [416, 627, 564, 655]
yened-day-wednesday: ΤΕΤΑΡΤΗ: [1208, 268, 1296, 287]
programme-item: 20.05 ΝΤΟΥΚΣ: [588, 443, 638, 453]
programme-item: 17.45 ΔΥΟ ΚΟΥΚΙΑ ΚΑΙ ΔΥΟ ΡΕΒΙΘΙΑ Τα ωραιότερα παραμύθια του κόσμου με μουσική και τραγούδια.: [218, 595, 389, 614]
programme-item: 18.05 ΜΙΚΥ ΚΑΙ ΝΤΟΝΑΛΝΤ Κινούμενα σχέδια του Γουόλτ Ντίσνεϋ.: [218, 368, 386, 387]
radio-a-title: Α' ΠΡΟΓΡΑΜΜΑ: [331, 840, 418, 852]
programme-item: 17.30 ΟΡΙΖΟΝΤΕΣ: [982, 638, 1043, 648]
programme-item: 15.15 ΤΑΙΝΙΑ ΓΙΑ ΟΛΗ ΤΗΝ ΟΙΚΟΓΕΝΕΙΑ «Ο κρίκος του Σέντραλ Πάρκ»: [1008, 175, 1230, 197]
ert-photo-mystery: [52, 696, 210, 870]
programme-item: 22.30 ΕΛΛΗΝΙΚΗ ΜΙΚΡΗ ΤΑΙΝΙΑ «Απεταξάμην».: [416, 441, 529, 460]
ert-photo-apomaxoi: [52, 906, 210, 1074]
programme-item: 18.30 ΕΙΔΗΣΕΙΣ: [218, 614, 271, 624]
programme-item: 17.00 Η ΠΡΑΣΙΝΗ ΓΡΑΜΜΗ: [1270, 62, 1380, 72]
programme-item: 20.30 ΜΟΥΣΙΚΟ ΔΙΑΛΕΙΜΜΑ: [1168, 377, 1268, 387]
programme-item: 21.50 Η ΚΟΥΡΣΑ ΤΟΥ ΘΑΝΑΤΟΥ Ελληνική αστυνομική σειρά του Γιάννη Φίλιππα, με τον Γιώργο Φούντα.: [218, 699, 397, 718]
programme-item: 21.30 ΕΙΔΗΣΕΙΣ: [982, 479, 1035, 489]
yened-day-saturday: ΣΑΒΒΑΤΟ: [1399, 554, 1489, 573]
yened-logo: ΥΕΝΕΔ: [822, 124, 958, 260]
programme-item: 14.15 ΕΙΔΗΣΕΙΣ: [588, 656, 641, 666]
programme-item: 19.35 ΚΟΧΑΛΙΣ: [218, 406, 271, 416]
programme-item: 21.00 Ο ΦΟΝΙΑΣ Διασκευή της ελληνικής αστυνομικής του κοινωνικής νουβέλας του Γ. Βιζυηνού από τον Θόδωρο Καλεόπουλο. Σκηνοθεσία: Κ. Λυχναράς — Δημ. Θέος. Σκηνικά: Κώστας Μπαλάφας. Φωτογραφία: Ν. Μακρής. Παίζουν: Γιώργος Κοβάνας. Δ. Παραγιοτής: Παύλος Μιχαήλ. Παίζουν: Κώστας Μεσάρης. Μελίτα Οικονομίδου. Φρόσω Κοκόλα κ.ά.: [982, 415, 1158, 480]
programme-item: 16.30 ΣΥΣΚΕΤΙΣΜΟΙ: [1350, 637, 1420, 647]
programme-item: 17.15 ΜΙΑ ΤΡΕΛΗ ΠΑΡΕΑ: [982, 629, 1069, 639]
